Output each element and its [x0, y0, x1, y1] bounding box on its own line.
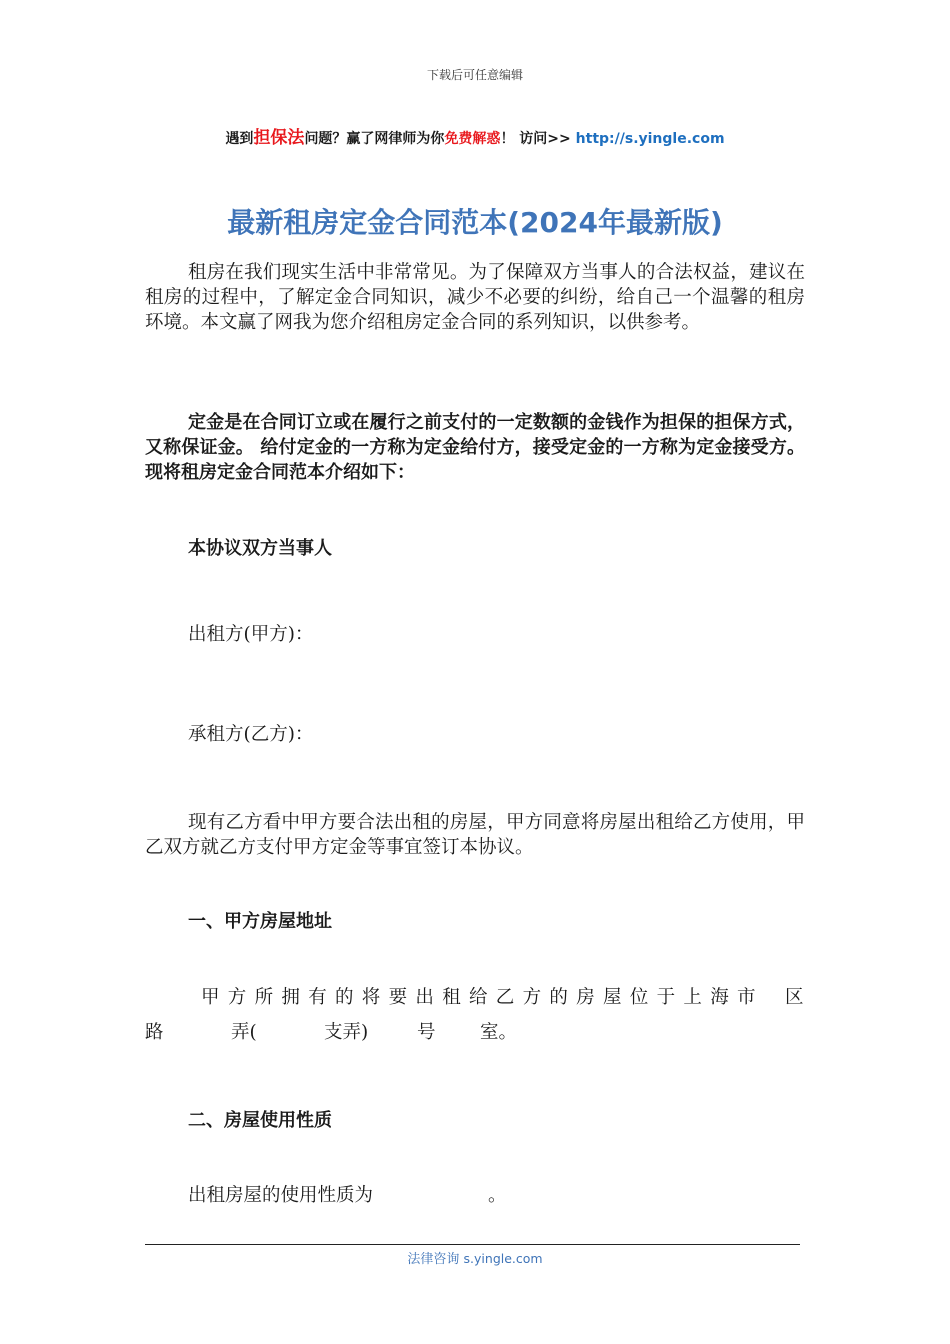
agreement-paragraph: 现有乙方看中甲方要合法出租的房屋，甲方同意将房屋出租给乙方使用，甲乙双方就乙方支付甲方定金等事宜签订本协议。 [145, 812, 805, 858]
promo-free: 免费解惑 [444, 131, 501, 147]
promo-text-2: 问题？赢了网律师为你 [304, 131, 445, 147]
document-title: 最新租房定金合同范本(2024年最新版) [227, 206, 723, 239]
promo-banner [0, 127, 950, 150]
lessee-line: 承租方(乙方)： [188, 724, 314, 745]
address-lane: 弄( [231, 1022, 257, 1043]
footer-label: 法律咨询 [407, 1252, 464, 1267]
lessor-line: 出租方(甲方)： [188, 624, 314, 645]
address-room: 室。 [480, 1022, 518, 1043]
parties-heading: 本协议双方当事人 [188, 538, 332, 559]
footer-divider [145, 1244, 800, 1245]
address-road: 路 [145, 1022, 164, 1043]
section1-heading: 一、甲方房屋地址 [188, 911, 332, 932]
footer [0, 1248, 950, 1267]
promo-link[interactable]: http://s.yingle.com [575, 131, 725, 147]
intro-paragraph: 租房在我们现实生活中非常常见。为了保障双方当事人的合法权益，建议在租房的过程中，了解定金合同知识，减少不必要的纠纷，给自己一个温馨的租房环境。本文赢了网我为您介绍租房定金合同的系列知识，以供参考。 [145, 262, 805, 333]
promo-text-1: 遇到 [225, 131, 254, 147]
address-district: 区 [785, 987, 804, 1008]
address-line: 甲方所拥有的将要出租给乙方的房屋位于上海市 [201, 987, 764, 1008]
section2-heading: 二、房屋使用性质 [188, 1110, 332, 1131]
promo-highlight: 担保法 [253, 128, 305, 148]
footer-site-link[interactable]: s.yingle.com [463, 1251, 543, 1266]
definition-paragraph: 定金是在合同订立或在履行之前支付的一定数额的金钱作为担保的担保方式，又称保证金。 给付定金的一方称为定金给付方，接受定金的一方称为定金接受方。现将租房定金合同范本介绍如下： [145, 412, 805, 483]
promo-text-3: ！ 访问>> [500, 131, 576, 147]
address-branch: 支弄) [324, 1022, 369, 1043]
download-note: 下载后可任意编辑 [426, 68, 523, 82]
address-number: 号 [417, 1022, 436, 1043]
usage-line: 出租房屋的使用性质为 [188, 1185, 374, 1206]
usage-end: 。 [488, 1185, 507, 1206]
